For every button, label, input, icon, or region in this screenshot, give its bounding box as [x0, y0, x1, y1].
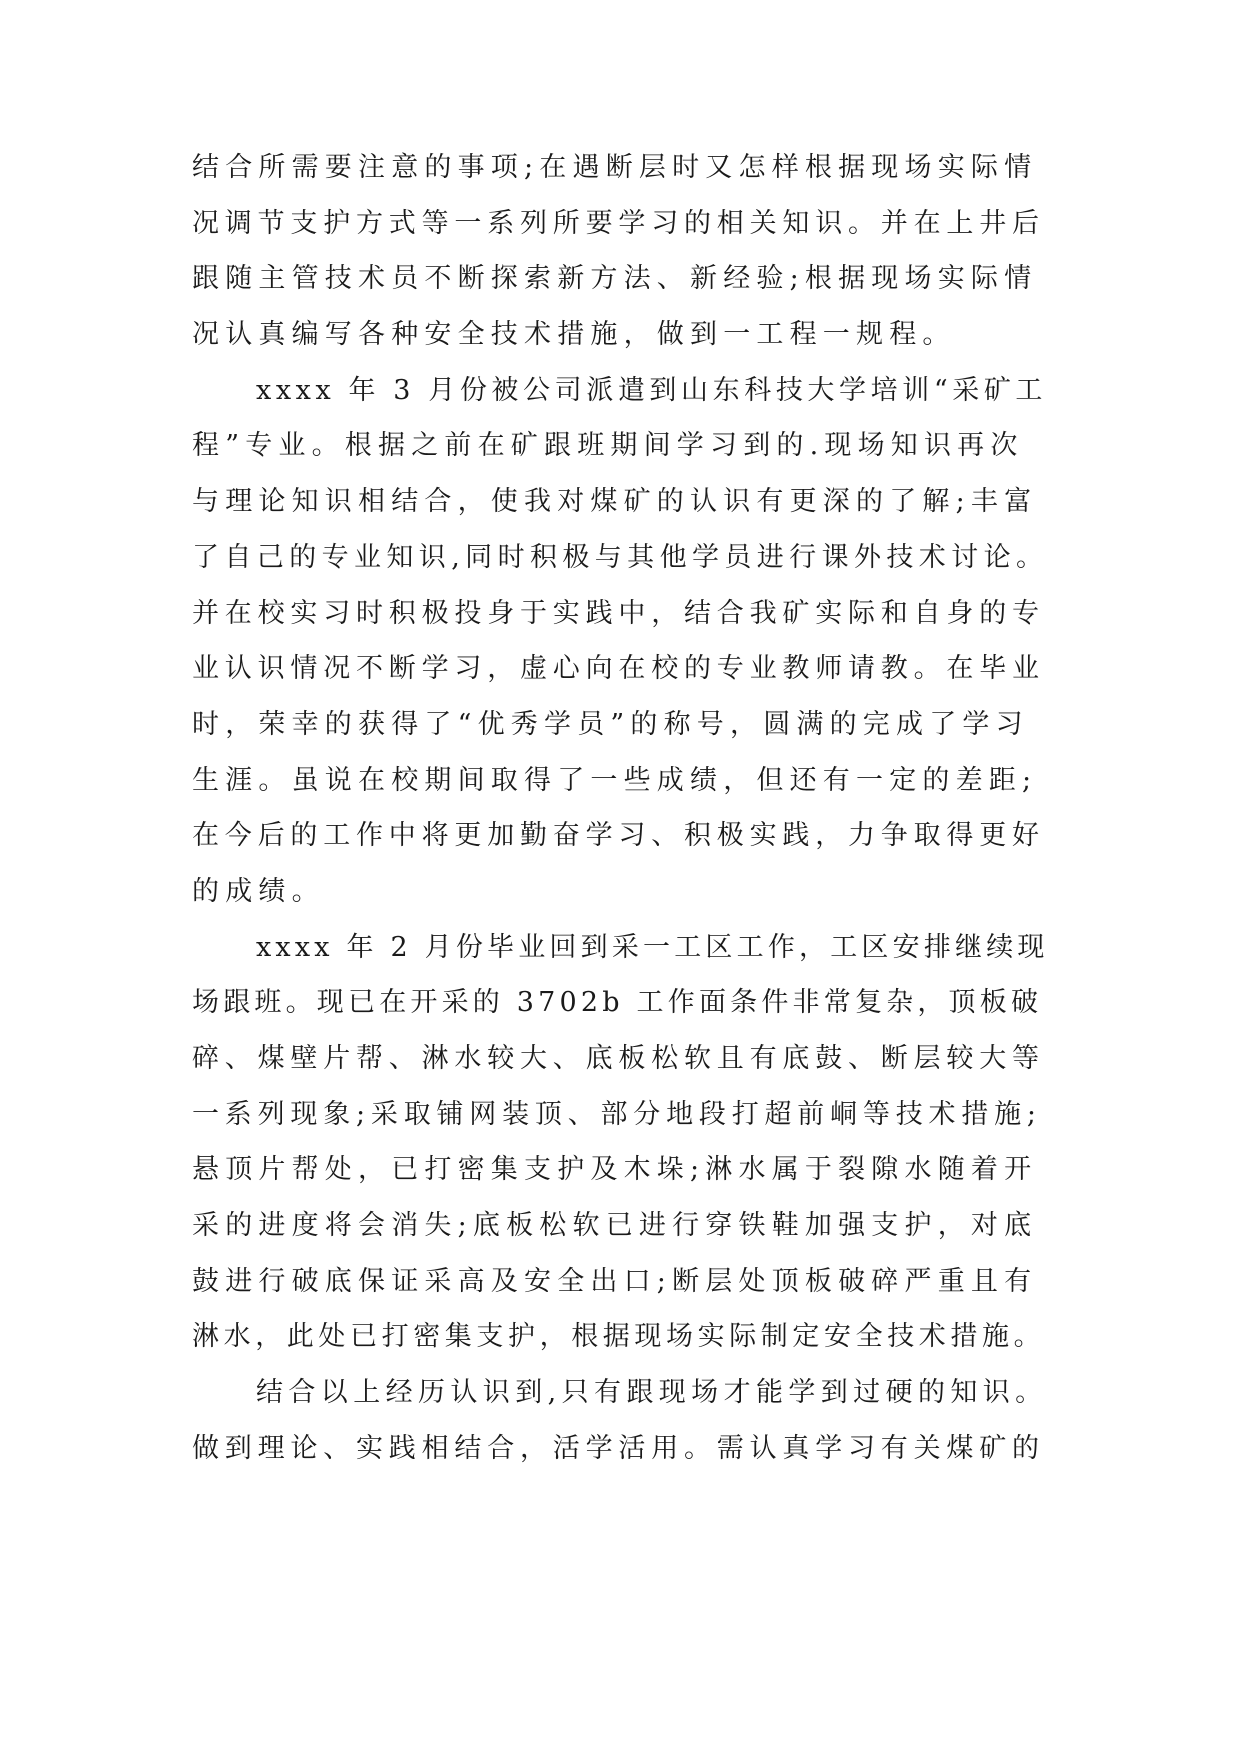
text-line: 鼓进行破底保证采高及安全出口;断层处顶板破碎严重且有 [192, 1265, 1038, 1297]
text-line: 了自己的专业知识,同时积极与其他学员进行课外技术讨论。 [192, 541, 1049, 573]
text-line: 况调节支护方式等一系列所要学习的相关知识。并在上井后 [192, 207, 1045, 239]
text-line: 生涯。虽说在校期间取得了一些成绩，但还有一定的差距; [192, 764, 1038, 796]
text-line: 结合所需要注意的事项;在遇断层时又怎样根据现场实际情 [192, 152, 1038, 183]
document-body [192, 140, 1052, 1477]
text-line: 的成绩。 [192, 875, 325, 907]
text-line: 业认识情况不断学习，虚心向在校的专业教师请教。在毕业 [192, 653, 1045, 685]
text-line: 采的进度将会消失;底板松软已进行穿铁鞋加强支护，对底 [192, 1210, 1038, 1242]
text-line: 在今后的工作中将更加勤奋学习、积极实践，力争取得更好 [192, 820, 1045, 852]
text-line: 程”专业。根据之前在矿跟班期间学习到的.现场知识再次 [192, 430, 1024, 462]
text-line: 淋水，此处已打密集支护，根据现场实际制定安全技术措施。 [192, 1321, 1046, 1353]
paragraph-start-line: xxxx 年 2 月份毕业回到采一工区工作，工区安排继续现 [256, 931, 1049, 963]
text-line: 做到理论、实践相结合，活学活用。需认真学习有关煤矿的 [192, 1432, 1045, 1464]
text-line: 碎、煤壁片帮、淋水较大、底板松软且有底鼓、断层较大等 [192, 1043, 1045, 1074]
text-line: 况认真编写各种安全技术措施，做到一工程一规程。 [192, 319, 956, 351]
text-line: 跟随主管技术员不断探索新方法、新经验;根据现场实际情 [192, 263, 1038, 295]
text-line: 与理论知识相结合，使我对煤矿的认识有更深的了解;丰富 [192, 486, 1038, 518]
text-line: 一系列现象;采取铺网装顶、部分地段打超前峒等技术措施; [192, 1098, 1042, 1130]
paragraph-start-line: 结合以上经历认识到,只有跟现场才能学到过硬的知识。 [256, 1377, 1048, 1409]
text-line: 时，荣幸的获得了“优秀学员”的称号，圆满的完成了学习 [192, 708, 1029, 740]
text-line: 场跟班。现已在开采的 3702b 工作面条件非常复杂，顶板破 [192, 987, 1043, 1019]
paragraph-start-line: xxxx 年 3 月份被公司派遣到山东科技大学培训“采矿工 [256, 374, 1048, 406]
text-line: 悬顶片帮处，已打密集支护及木垛;淋水属于裂隙水随着开 [192, 1154, 1038, 1186]
text-line: 并在校实习时积极投身于实践中，结合我矿实际和自身的专 [192, 597, 1045, 629]
